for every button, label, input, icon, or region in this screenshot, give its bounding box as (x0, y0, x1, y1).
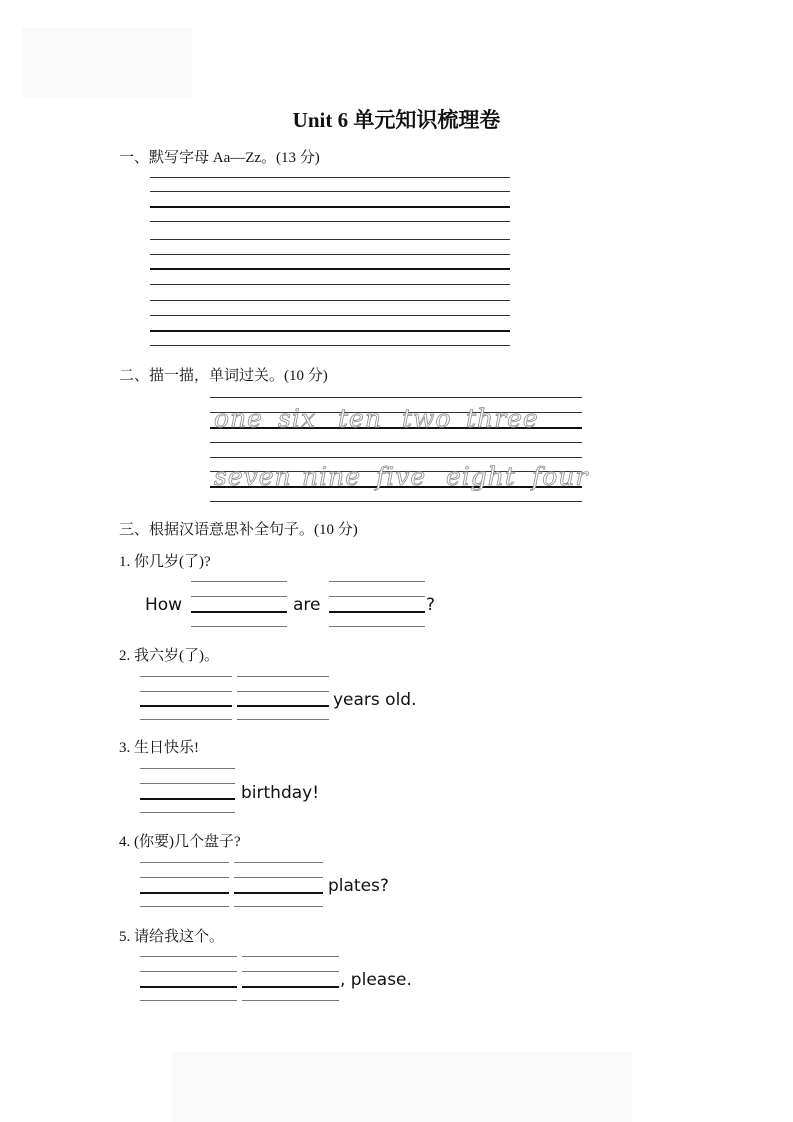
trace-word: six (278, 404, 316, 433)
scan-smudge-top (22, 28, 192, 98)
trace-word: seven (214, 462, 292, 491)
section-3-heading: 三、根据汉语意思补全句子。(10 分) (119, 522, 358, 538)
trace-word: nine (302, 462, 361, 491)
question-5-tail: , please. (340, 970, 412, 990)
question-4-tail: plates? (328, 876, 389, 896)
trace-word: eight (446, 462, 516, 491)
trace-word: three (466, 404, 539, 433)
section-2-heading: 二、描一描，单词过关。(10 分) (119, 368, 328, 384)
trace-word: four (532, 462, 589, 491)
worksheet-title: Unit 6 单元知识梳理卷 (292, 108, 501, 132)
trace-word: one (214, 404, 263, 433)
question-4-prompt: 4. (你要)几个盘子? (119, 834, 241, 850)
section-1-heading: 一、默写字母 Aa—Zz。(13 分) (119, 150, 320, 166)
trace-word: ten (338, 404, 382, 433)
trace-word: two (402, 404, 452, 433)
question-1-prompt: 1. 你几岁(了)? (119, 554, 211, 570)
question-2-prompt: 2. 我六岁(了)。 (119, 648, 219, 664)
trace-word: five (376, 462, 427, 491)
question-3-tail: birthday! (241, 783, 320, 803)
question-1-punct: ? (426, 595, 436, 615)
question-1-word-are: are (293, 595, 321, 615)
question-2-tail: years old. (333, 690, 417, 710)
question-3-prompt: 3. 生日快乐! (119, 740, 199, 756)
scan-smudge-bottom (172, 1052, 632, 1122)
question-5-prompt: 5. 请给我这个。 (119, 929, 225, 945)
question-1-word-how: How (145, 595, 183, 615)
